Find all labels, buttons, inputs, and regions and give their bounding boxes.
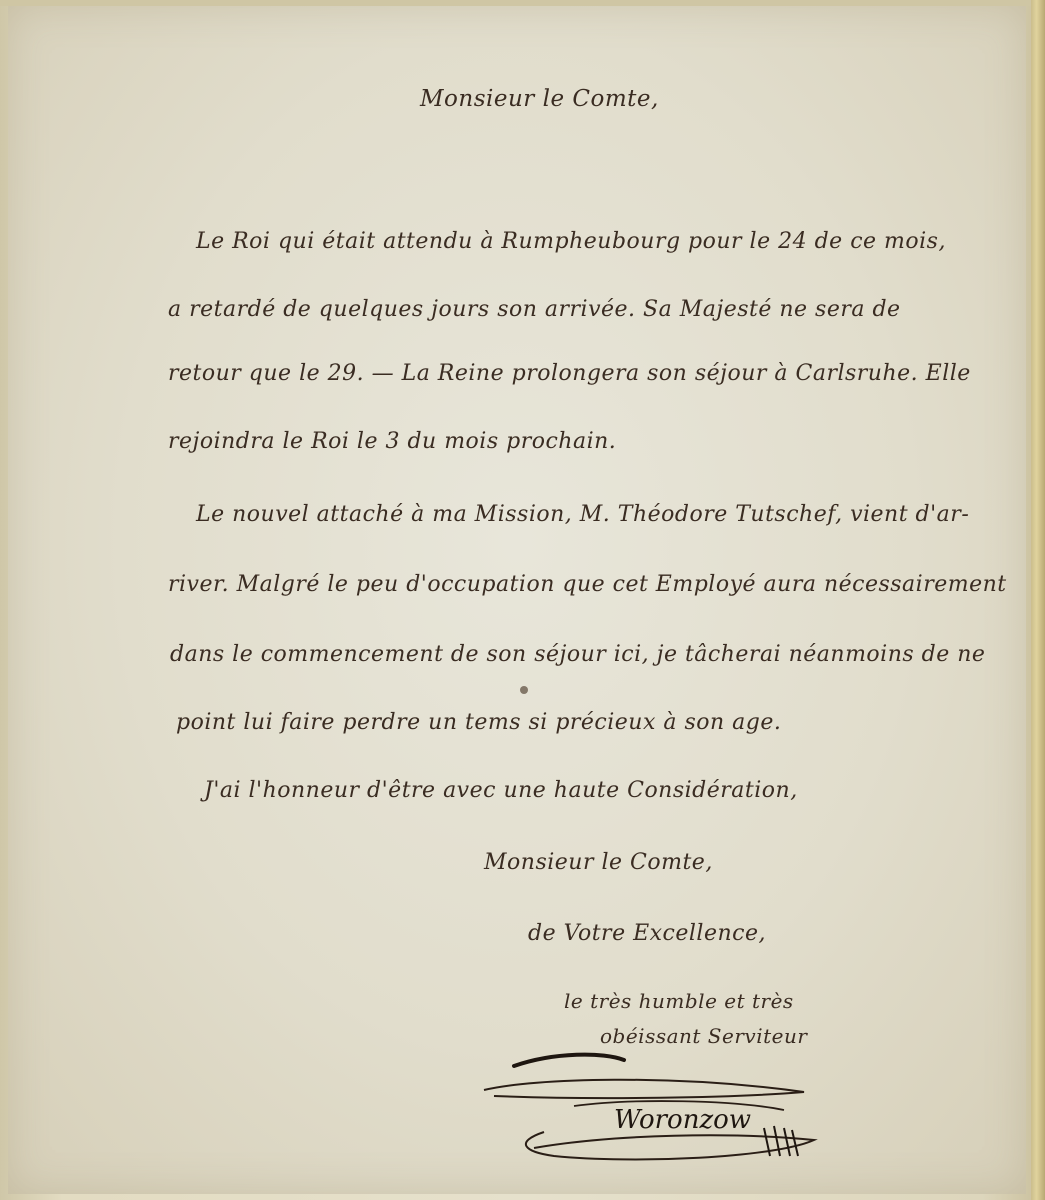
letter-paper xyxy=(8,6,1026,1194)
paragraph1-line2: a retardé de quelques jours son arrivée. Sa Majesté ne sera de xyxy=(168,297,901,322)
closing-humble: le très humble et très xyxy=(564,989,794,1013)
paragraph2-line2: river. Malgré le peu d'occupation que cet Employé aura nécessairement xyxy=(168,572,1007,597)
salutation: Monsieur le Comte, xyxy=(420,86,659,112)
frame-right-edge xyxy=(1031,0,1045,1200)
closing-servant: obéissant Serviteur xyxy=(600,1024,808,1048)
closing-address: Monsieur le Comte, xyxy=(484,850,713,875)
paragraph1-line4: rejoindra le Roi le 3 du mois prochain. xyxy=(168,429,617,454)
paragraph1-line3: retour que le 29. — La Reine prolongera son séjour à Carlsruhe. Elle xyxy=(168,361,971,386)
signature-flourish xyxy=(474,1048,834,1178)
paragraph2-line4: point lui faire perdre un tems si précieux à son age. xyxy=(176,710,782,735)
closing-excellence: de Votre Excellence, xyxy=(528,921,766,946)
ink-spot xyxy=(520,686,528,694)
svg-text:Woronzow: Woronzow xyxy=(614,1105,752,1135)
paragraph1-line1: Le Roi qui était attendu à Rumpheubourg pour le 24 de ce mois, xyxy=(196,229,946,254)
closing-formula: J'ai l'honneur d'être avec une haute Considération, xyxy=(204,778,798,803)
paragraph2-line1: Le nouvel attaché à ma Mission, M. Théodore Tutschef, vient d'ar- xyxy=(196,502,970,527)
handwritten-letter xyxy=(8,6,1026,1194)
paragraph2-line3: dans le commencement de son séjour ici, je tâcherai néanmoins de ne xyxy=(170,642,986,667)
